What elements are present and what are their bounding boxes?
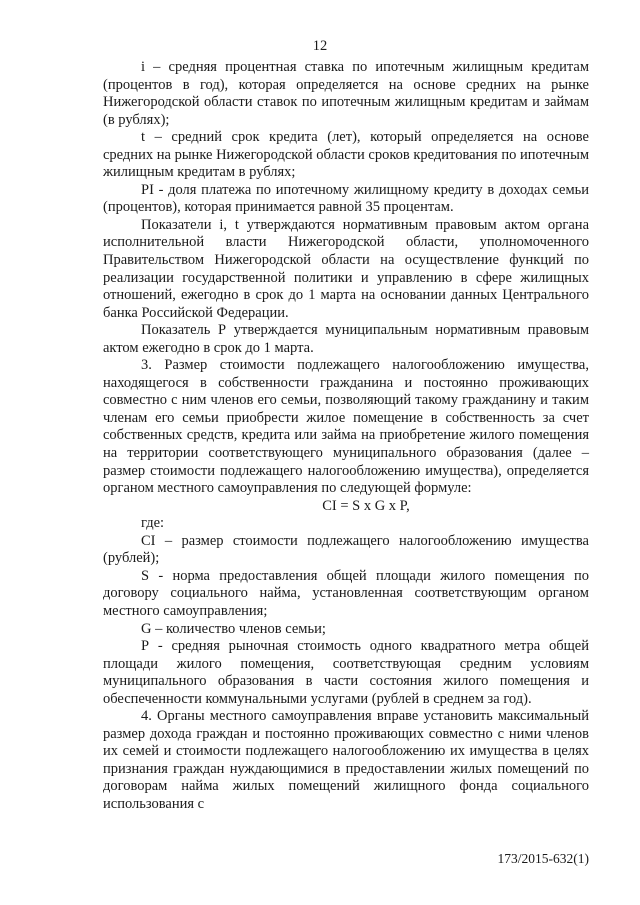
- paragraph-indicators-i-t: Показатели i, t утверждаются нормативным правовым актом органа исполнительной власти Нижегородской области, уполномоченного Правительством Нижегородской области на осуществление функций по реализации государственной политики и управлению в сфере жилищных отношений, ежегодно в срок до 1 марта на основании данных Центрального банка Российской Федерации.: [103, 216, 589, 321]
- where-label: где:: [141, 515, 165, 532]
- document-code: 173/2015-632(1): [497, 851, 589, 866]
- definition-g: G – количество членов семьи;: [141, 620, 326, 637]
- definition-p: Р - средняя рыночная стоимость одного квадратного метра общей площади жилого помещения, соответствующая средним условиям муниципального образования в части состояния жилого помещения и обеспеченности коммунальными услугами (рублей в среднем за год).: [103, 638, 589, 707]
- paragraph-t-definition: t – средний срок кредита (лет), который определяется на основе средних на рынке Нижегородской области сроков кредитования по ипотечным жилищным кредитам в рублях;: [103, 129, 589, 181]
- definition-ci: CI – размер стоимости подлежащего налогообложению имущества (рублей);: [103, 532, 589, 567]
- paragraph-section-3: 3. Размер стоимости подлежащего налогообложению имущества, находящегося в собственности гражданина и постоянно проживающих совместно с ним членов его семьи, позволяющий такому гражданину и таким членам его семьи приобрести жилое помещение в собственность за счет собственных средств, кредита или займа на приобретение жилого помещения на территории соответствующего муниципального образования (далее – размер стоимости подлежащего налогообложению имущества), определяется органом местного самоуправления по следующей формуле:: [103, 357, 589, 497]
- paragraph-i-definition: i – средняя процентная ставка по ипотечным жилищным кредитам (процентов в год), которая определяется на основе средних на рынке Нижегородской области ставок по ипотечным жилищным кредитам и займам (в рублях);: [103, 59, 589, 128]
- paragraph-pi-definition: PI - доля платежа по ипотечному жилищному кредиту в доходах семьи (процентов), которая принимается равной 35 процентам.: [103, 181, 589, 216]
- page-number: 12: [312, 38, 328, 54]
- document-body: [103, 59, 589, 814]
- paragraph-indicator-p: Показатель Р утверждается муниципальным нормативным правовым актом ежегодно в срок до 1 марта.: [103, 322, 589, 356]
- paragraph-section-4: 4. Органы местного самоуправления вправе установить максимальный размер дохода граждан и постоянно проживающих совместно с ними членов их семей и стоимости подлежащего налогообложению их имущества в целях признания граждан нуждающимися в предоставлении жилых помещений по договорам найма жилых помещений жилищного фонда социального использования с: [103, 708, 589, 812]
- formula: CI = S x G x P,: [322, 497, 410, 514]
- definition-s: S - норма предоставления общей площади жилого помещения по договору социального найма, установленная соответствующим органом местного самоуправления;: [103, 567, 589, 619]
